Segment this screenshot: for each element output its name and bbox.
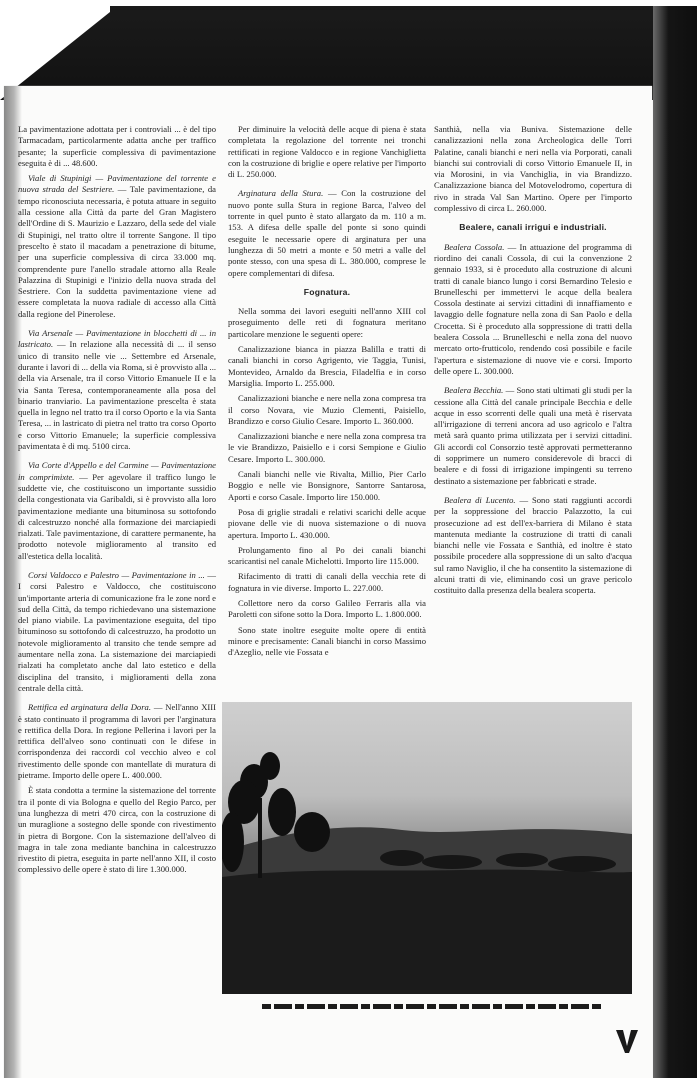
paragraph-fognatura-intro: Nella somma dei lavori eseguiti nell'anno XIII col proseguimento delle reti di fognatura meritano particolare menzione le seguenti opere: (228, 306, 426, 339)
paragraph-opere-minori: Sono state inoltre eseguite molte opere di entità minore e precisamente: Canali bianchi in corso Massimo d'Azeglio, nelle vie Fossata e (228, 624, 426, 658)
body-stupinigi: — Tale pavimentazione, da tempo riconosciuta necessaria, è potuta attuare in seguito alla cessione alla Città da parte del Gran Magistero dell'Ordine di S. Maurizio e Lazzaro, della sede del viale di Stupinigi, nel tratto oltre il torrente Sangone. Il tipo prescelto è stato il macadam a penetrazione di bitume, per una superficie complessiva di circa 33.000 mq. comprendente pure l'anello stradale attorno alla Reale Palazzina di Stupinigi e l'inizio della nuova strada del Sestriere. Con la suddetta pavimentazione viene ad essere completata la nuova radiale di accesso alla Città dalla regione del Pinerolese. (18, 184, 216, 319)
body-becchia: — Sono stati ultimati gli studi per la cessione alla Città del canale principale Becchia e delle acque in esso scorrenti delle quali una metà è riservata all'irrigazione di terreni ancora ad uso agricolo e l'altra metà sarà quanto prima utilizzata per i servizi cittadini. Gli accordi col Consorzio testè approvati permetteranno di sopprimere un numero considerevole di bracci di bealere e di fossi di irrigazione impingenti su terreno destinato a sistemazione per fabbricati e strade. (434, 385, 632, 486)
heading-dora: Rettifica ed arginatura della Dora. (28, 702, 152, 713)
text-column-right (434, 124, 632, 601)
paragraph-santhia: Santhià, nella via Buniva. Sistemazione delle canalizzazioni nella zona Archeologica delle Torri Palatine, canali bianchi e neri nella via Porporati, canali bianchi sui controviali di corso Vittorio Emanuele II, in via Morosini, in via Vanchiglia, in via Brandizzo. Canalizzazione bianca del Motovelodromo, copertura di rivo in strada Val San Martino. Opere per l'importo complessivo di circa L. 260.000. (434, 124, 632, 214)
paragraph-collettore: Collettore nero da corso Galileo Ferraris alla via Paroletti con sifone sotto la Dora. Importo L. 1.800.000. (228, 597, 426, 620)
paragraph-novara: Canalizzazioni bianche e nere nella zona compresa tra il corso Novara, vie Muzio Clementi, Paisiello, Brandizzo e corso Giulio Cesare. Importo L. 360.000. (228, 393, 426, 426)
paragraph-controviali: La pavimentazione adottata per i controviali ... è del tipo Tarmacadam, particolarmente adatta anche per traffico pesante; la superficie complessiva di pavimentazione eseguita è di ... 48.600. (18, 124, 216, 168)
body-arsenale: — In relazione alla necessità di ... il senso unico di transito nelle vie ... Settembre ed Arsenale, durante i lavori di ... della via Roma, si è provvisto alla ... della via Arsenale, tra il corso Vittorio Emanuele II e la via Santa Teresa, contemporaneamente alla posa del binario tranviario. La pavimentazione prescelta è stata quella in legno nel tratto tra il corso Oporto e la via Santa Teresa, ... in lastricato di pietra nel tratto tra corso Oporto e corso Vittorio Emanuele; la superficie complessiva pavimentata è di mq. 5100 circa. (18, 339, 216, 452)
scan-right-shadow (653, 6, 697, 1078)
scan-top-shadow (0, 0, 697, 100)
body-stura: — Con la costruzione del nuovo ponte sulla Stura in regione Barca, l'alveo del torrente in quel punto è stato allargato da m. 110 a m. 153. A difesa delle spalle del ponte si sono quindi eseguite le necessarie opere di arginatura per una lunghezza di 50 metri a monte e 50 metri a valle del ponte stesso, con una spesa di L. 380.000, comprese le opere complementari di difesa. (228, 188, 426, 278)
body-valdocco: — I corsi Palestro e Valdocco, che costituiscono un'importante arteria di comunicazione fra le zone nord e sud della Città, da tempo richiedevano una sistemazione del piano viabile. La pavimentazione eseguita, del tipo bituminoso su sottofondo di calcestruzzo, ha prodotto un notevole miglioramento al transito che tende sempre ad aumentare nella zona. La sistemazione dei marciapiedi rialzati ha completato anche dal lato estetico e della disciplina del transito, i miglioramenti della zona centrale della città. (18, 569, 217, 693)
heading-cossola: Bealera Cossola. (444, 241, 505, 252)
photo-caption (262, 1002, 602, 1012)
paragraph-cossola (434, 242, 632, 378)
body-cossola: — In attuazione del programma di riordino dei canali Cossola, di cui la convenzione 2 gennaio 1933, si è proceduto alla costruzione di alcuni tratti di canale bianco lungo i corsi Bernardino Telesio e Brunelleschi per immettervi le acque della bealera Cossola destinate ai servizi cittadini di innaffiamento e lavaggio delle fognature nella zona di San Paolo e della Crocetta. Si è proceduto alla soppressione di tratti della bealera Cossola ... Brunelleschi e nella zona del nuovo mercato orto-frutticolo, rendendo così possibile e facile l'apertura e sistemazione di nuove vie e corsi. Importo delle opere L. 300.000. (434, 241, 633, 376)
heading-stupinigi: Viale di Stupinigi — Pavimentazione del torrente e nuova strada del Sestriere. (18, 173, 216, 195)
photo-landscape-drawing (222, 702, 632, 994)
document-page (4, 86, 652, 1078)
paragraph-griglie: Posa di griglie stradali e relativi scarichi delle acque piovane delle vie di nuova sistemazione o di nuova apertura. Importo L. 430.000. (228, 506, 426, 540)
paragraph-stupinigi (18, 173, 216, 320)
body-corte-appello: — Per agevolare il traffico lungo le suddette vie, che costituiscono un importante sussidio della congestionata via Garibaldi, si è provvisto alla loro pavimentazione mediante una bituminosa su sottofondo di calcestruzzo nonché alla formazione dei marciapiedi rialzati. Tale pavimentazione, di carattere permanente, ha prodotto notevole miglioramento al transito ed all'estetica della località. (18, 471, 216, 561)
heading-stura: Arginatura della Stura. (238, 188, 324, 199)
text-column-middle (228, 124, 426, 662)
photo-caption-bar (262, 1004, 602, 1009)
paragraph-arsenale (18, 328, 216, 452)
paragraph-balilla: Canalizzazione bianca in piazza Balilla e tratti di canali bianchi in corso Agrigento, vie Taggia, Tunisi, Montevideo, Arnaldo da Brescia, Filadelfia e in corso Marsiglia. Importo L. 255.000. (228, 344, 426, 388)
heading-corte-appello: Via Corte d'Appello e del Carmine — Pavimentazione in comprimixte. (18, 460, 216, 482)
landscape-photo (222, 702, 632, 994)
paragraph-becchia (434, 385, 632, 487)
paragraph-michelotti: Prolungamento fino al Po dei canali bianchi scaricantisi nel canale Michelotti. Importo lire 115.000. (228, 544, 426, 567)
page-marker-v-icon (612, 1026, 642, 1056)
paragraph-lucento (434, 495, 632, 597)
scan-top-corner (0, 0, 110, 100)
paragraph-rivalta: Canali bianchi nelle vie Rivalta, Millio, Pier Carlo Boggio e nelle vie Bonsignore, Santorre Santarosa, Aporti e corso Casale. Importo lire 150.000. (228, 469, 426, 502)
heading-arsenale: Via Arsenale — Pavimentazione in blocchetti di ... in lastricato. (18, 328, 216, 350)
heading-valdocco: Corsi Valdocco e Palestro — Pavimentazione in ... (28, 569, 205, 580)
paragraph-valdocco (18, 570, 216, 694)
paragraph-stura (228, 188, 426, 278)
paragraph-sempione: Canalizzazioni bianche e nere nella zona compresa tra le vie Brandizzo, Paisiello e i corsi Sempione e Giulio Cesare. Importo L. 300.000. (228, 431, 426, 464)
body-dora: — Nell'anno XIII è stato continuato il programma di lavori per l'arginatura e rettifica della Dora. In regione Pellerina i lavori per la rettifica dell'alveo sono continuati con le difese in corrispondenza dei raccordi col vecchio alveo e col rivestimento delle sponde con mantellate di muratura di pietrame. Importo delle opere L. 400.000. (18, 702, 216, 781)
page-folio (612, 1026, 642, 1056)
paragraph-regio-parco: È stata condotta a termine la sistemazione del torrente tra il ponte di via Bologna e quello del Regio Parco, per una lunghezza di metri 470 circa, con la costruzione di un muraglione a sostegno delle sponde con rivestimento in pietra di Borgone. Con la sistemazione dell'alveo di magra in tale zona mediante banchina in calcestruzzo rivestito di pietra, eseguita in parte nell'anno XII, il costo complessivo delle opere è stato di lire 1.300.000. (18, 785, 216, 875)
section-heading-bealere: Bealere, canali irrigui e industriali. (459, 222, 607, 233)
text-column-left (18, 124, 216, 880)
heading-lucento: Bealera di Lucento. (444, 494, 516, 505)
paragraph-dora (18, 702, 216, 781)
paragraph-corte-appello (18, 460, 216, 562)
heading-becchia: Bealera Becchia. (444, 385, 504, 396)
section-heading-fognatura: Fognatura. (303, 286, 351, 297)
paragraph-rifacimento: Rifacimento di tratti di canali della vecchia rete di fognatura in vie diverse. Importo L. 227.000. (228, 571, 426, 593)
paragraph-piene: Per diminuire la velocità delle acque di piena è stata completata la regolazione del torrente nei tronchi rettificati in regione Valdocco e in regione Vanchiglietta con la costruzione di briglie e opere relative per l'importo di L. 250.000. (228, 124, 426, 180)
body-lucento: — Sono stati raggiunti accordi per la soppressione del braccio Palazzotto, la cui prosecuzione ad est dell'ex-barriera di Milano è stata mantenuta mediante la costruzione di tratti di canali bianchi nelle vie Fossata e Santhià, ed inoltre è stato possibile procedere alla soppressione di un salto d'acqua sul ramo Naviglio, il che ha consentito la sistemazione di alcuni tratti di vie, eliminando così un grave pericolo costituito dalla presenza della bealera scoperta. (434, 494, 632, 596)
foreground-shape (222, 870, 632, 994)
